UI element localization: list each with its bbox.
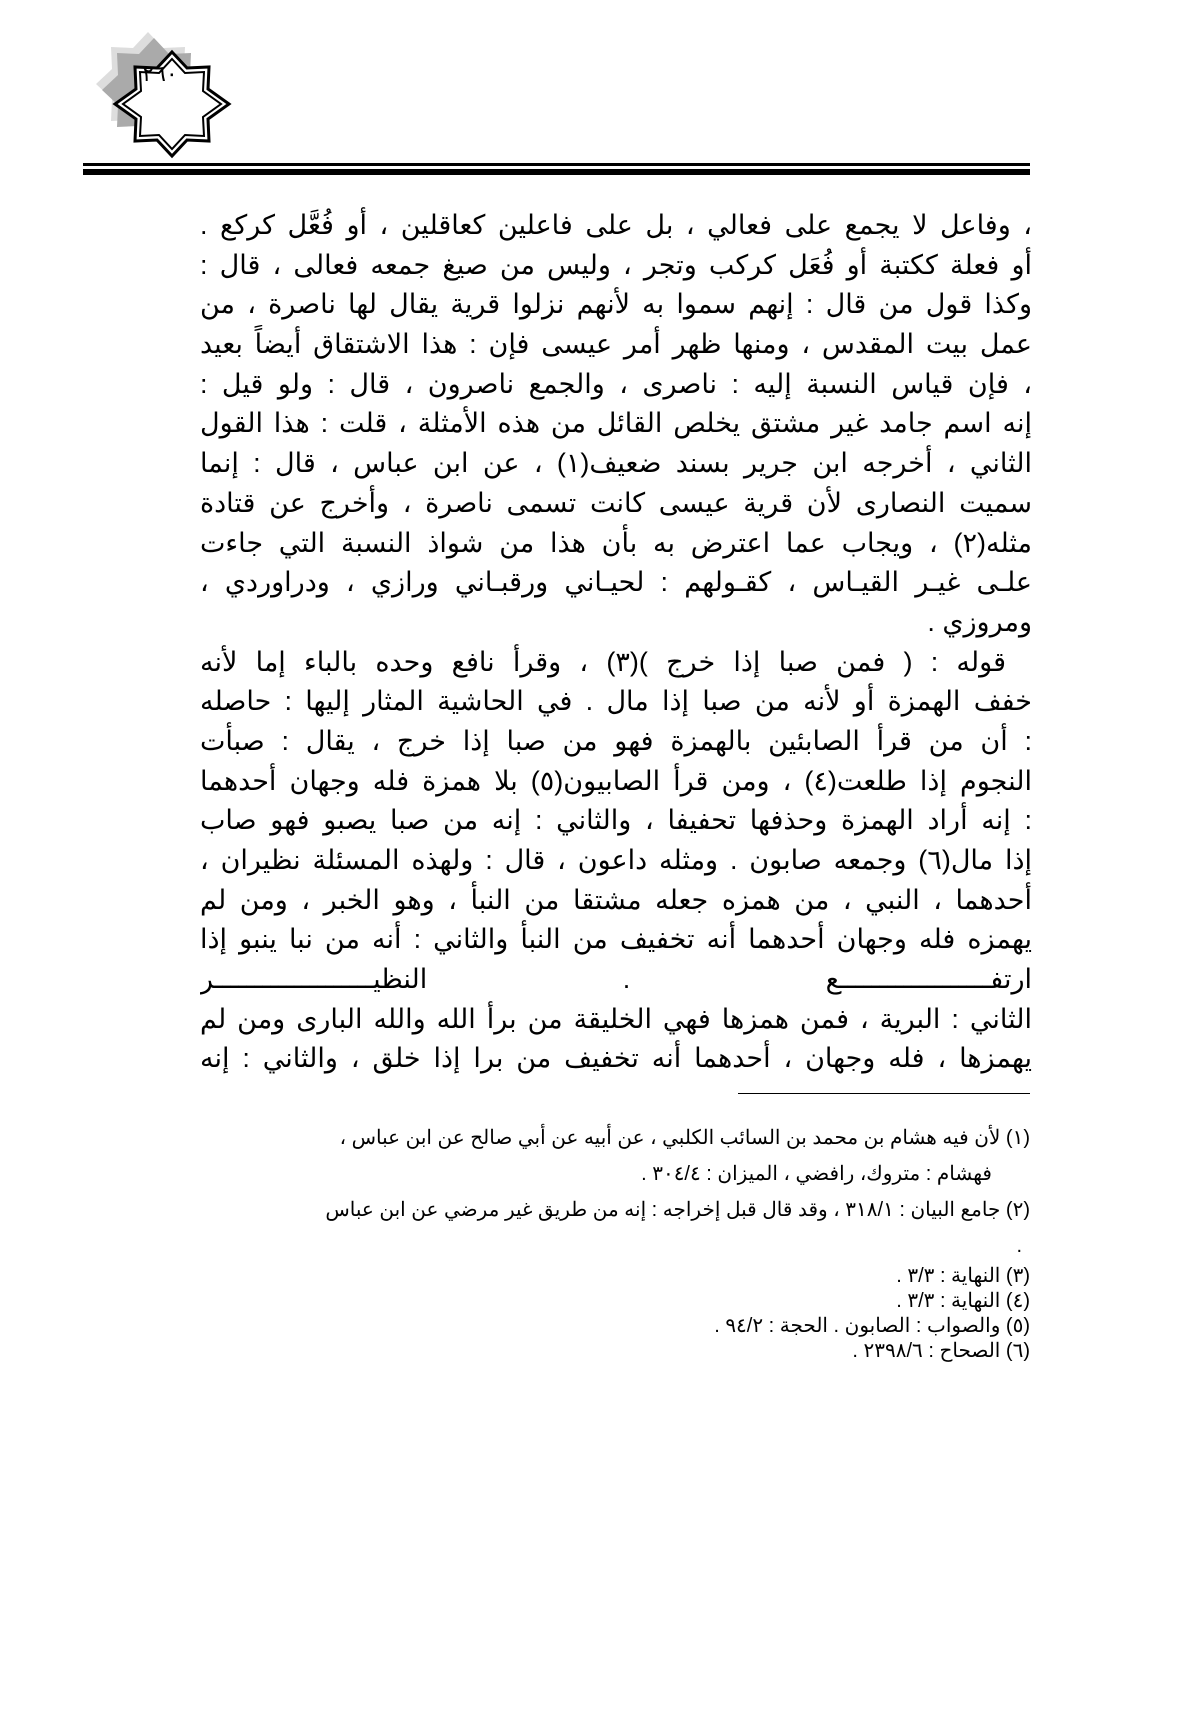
text-line: يهمزه فله وجهان أحدهما أنه تخفيف من النبأ والثاني : أنه من نبا ينبو إذا <box>200 924 1032 955</box>
page-number-badge <box>88 28 238 168</box>
text-line: علـى غيـر القيـاس ، كقـولهم : لحيـاني ورقبـاني ورازي ، ودراوردي ، <box>200 567 1032 598</box>
text-line: سميت النصارى لأن قرية عيسى كانت تسمى ناصرة ، وأخرج عن قتادة <box>200 487 1032 518</box>
text-line: : إنه أراد الهمزة وحذفها تحفيفا ، والثاني : إنه من صبا يصبو فهو صاب <box>200 805 1032 836</box>
text-line: خفف الهمزة أو لأنه من صبا إذا مال . في الحاشية المثار إليها : حاصله <box>200 686 1032 717</box>
footnote-2: (٢) جامع البيان : ٣١٨/١ ، وقد قال قبل إخراجه : إنه من طريق غير مرضي عن ابن عباس <box>325 1199 1030 1221</box>
footnote-6: (٦) الصحاح : ٢٣٩٨/٦ . <box>852 1340 1030 1362</box>
text-line: أو فعلة ككتبة أو فُعَل كركب وتجر ، وليس من صيغ جمعه فعالى ، قال : <box>200 249 1032 280</box>
header-rule-thick <box>83 169 1030 175</box>
footnote-1: (١) لأن فيه هشام بن محمد بن السائب الكلبي ، عن أبيه عن أبي صالح عن ابن عباس ، <box>339 1127 1030 1149</box>
footnote-4: (٤) النهاية : ٣/٣ . <box>896 1290 1030 1312</box>
paragraph-start-line: قوله : ( فمن صبا إذا خرج )(٣) ، وقرأ نافع وحده بالباء إما لأنه <box>200 646 1006 677</box>
text-line: ارتفـــــــــــــــــــع . النظيــــــــــــــــــــر <box>200 964 1032 995</box>
footnote-2-continued: . <box>1016 1235 1022 1257</box>
text-line: الثاني : البرية ، فمن همزها فهي الخليقة من برأ الله والله البارى ومن لم <box>200 1003 1032 1034</box>
footnotes <box>150 1120 1030 1364</box>
text-line: ، وفاعل لا يجمع على فعالي ، بل على فاعلين كعاقلين ، أو فُعَّل كركع . <box>200 210 1032 240</box>
text-line: يهمزها ، فله وجهان ، أحدهما أنه تخفيف من برا إذا خلق ، والثاني : إنه <box>200 1043 1032 1074</box>
main-text <box>200 206 1032 1079</box>
text-line: عمل بيت المقدس ، ومنها ظهر أمر عيسى فإن : هذا الاشتقاق أيضاً بعيد <box>200 329 1032 360</box>
header-rule-thin <box>83 163 1030 166</box>
footnote-3: (٣) النهاية : ٣/٣ . <box>896 1265 1030 1287</box>
text-line: إنه اسم جامد غير مشتق يخلص القائل من هذه الأمثلة ، قلت : هذا القول <box>200 408 1032 439</box>
text-line: النجوم إذا طلعت(٤) ، ومن قرأ الصابيون(٥) بلا همزة فله وجهان أحدهما <box>200 765 1032 796</box>
text-line: : أن من قرأ الصابئين بالهمزة فهو من صبا إذا خرج ، يقال : صبأت <box>200 725 1032 756</box>
text-line: أحدهما ، النبي ، من همزه جعله مشتقا من النبأ ، وهو الخبر ، ومن لم <box>200 884 1032 915</box>
text-line: إذا مال(٦) وجمعه صابون . ومثله داعون ، قال : ولهذه المسئلة نظيران ، <box>200 845 1032 875</box>
text-line: مثله(٢) ، ويجاب عما اعترض به بأن هذا من شواذ النسبة التي جاءت <box>200 527 1032 558</box>
text-line: ومروزي . <box>927 606 1032 637</box>
footnote-1-continued: فهشام : متروك، رافضي ، الميزان : ٣٠٤/٤ . <box>641 1163 992 1185</box>
text-line: ، فإن قياس النسبة إليه : ناصرى ، والجمع ناصرون ، قال : ولو قيل : <box>200 368 1032 399</box>
footnote-separator <box>738 1093 1030 1094</box>
text-line: الثاني ، أخرجه ابن جرير بسند ضعيف(١) ، عن ابن عباس ، قال : إنما <box>200 448 1032 479</box>
page-number: ٢٦٠ <box>142 62 178 87</box>
octagram-frame-icon <box>88 28 238 168</box>
text-line: وكذا قول من قال : إنهم سموا به لأنهم نزلوا قرية يقال لها ناصرة ، من <box>200 289 1032 320</box>
footnote-5: (٥) والصواب : الصابون . الحجة : ٩٤/٢ . <box>714 1315 1030 1337</box>
